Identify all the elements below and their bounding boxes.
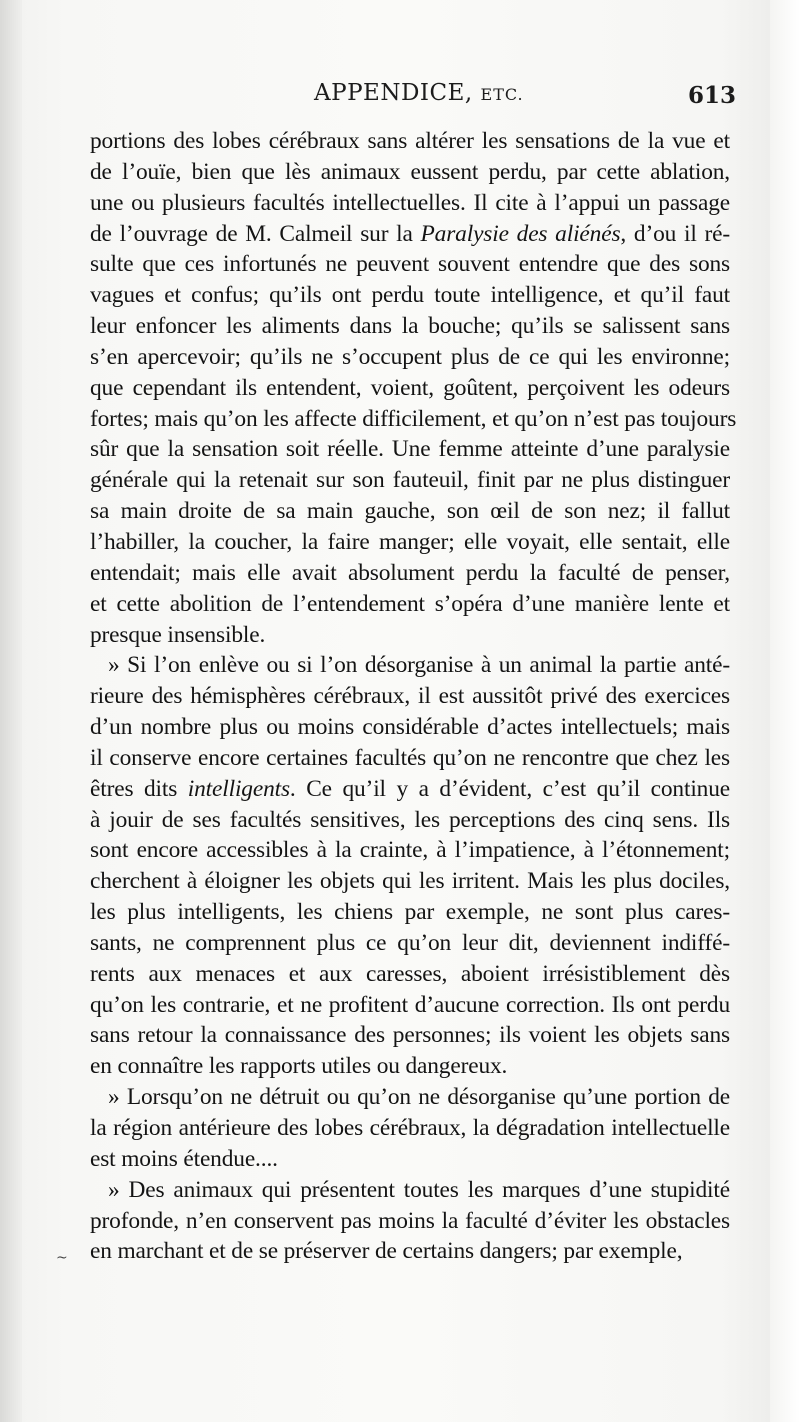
text-line: sûr que la sensation soit réelle. Une femme atteinte d’une paralysie: [90, 436, 730, 463]
text-line: il conserve encore certaines facultés qu’on ne rencontre que chez les: [90, 744, 730, 771]
text-line: en marchant et de se préserver de certains dangers; par exemple,: [90, 1238, 683, 1265]
text-line: sulte que ces infortunés ne peuvent souvent entendre que des sons: [90, 251, 730, 278]
text-segment: de l’ouvrage de M. Calmeil sur la: [90, 220, 421, 247]
text-line: les plus intelligents, les chiens par exemple, ne sont plus cares-: [90, 899, 730, 926]
text-line: est moins étendue....: [90, 1145, 278, 1172]
text-line: [90, 774, 730, 805]
running-title-etc: ETC.: [480, 85, 524, 104]
page-number: 613: [687, 82, 736, 109]
italic-title: intelligents: [187, 775, 290, 802]
text-line: vagues et confus; qu’ils ont perdu toute intelligence, et qu’il faut: [90, 282, 730, 309]
text-line: sont encore accessibles à la crainte, à l’impatience, à l’étonnement;: [90, 837, 730, 864]
text-line: fortes; mais qu’on les affecte difficilement, et qu’on n’est pas toujours: [90, 405, 737, 432]
text-line: leur enfoncer les aliments dans la bouche; qu’ils se salissent sans: [90, 313, 730, 340]
text-line: presque insensible.: [90, 621, 266, 648]
running-header: [92, 80, 740, 114]
running-title-separator: ,: [464, 80, 481, 106]
text-line: rieure des hémisphères cérébraux, il est aussitôt privé des exercices: [90, 683, 730, 710]
text-line: profonde, n’en conservent pas moins la faculté d’éviter les obstacles: [90, 1207, 730, 1234]
text-line: et cette abolition de l’entendement s’opéra d’une manière lente et: [90, 590, 730, 617]
text-line: en connaître les rapports utiles ou dangereux.: [90, 1053, 508, 1080]
text-line: portions des lobes cérébraux sans altérer les sensations de la vue et: [90, 128, 730, 154]
text-line: [90, 219, 730, 250]
text-segment: êtres dits: [90, 775, 188, 802]
text-line: » Des animaux qui présentent toutes les marques d’une stupidité: [108, 1176, 730, 1203]
text-segment: . Ce qu’il y a d’évident, c’est qu’il continue: [289, 775, 730, 802]
text-line: rents aux menaces et aux caresses, aboient irrésistiblement dès: [90, 960, 730, 987]
scan-shadow-left: [0, 0, 22, 1422]
text-line: à jouir de ses facultés sensitives, les perceptions des cinq sens. Ils: [90, 806, 730, 833]
text-line: » Si l’on enlève ou si l’on désorganise à un animal la partie anté-: [108, 652, 730, 679]
text-line: sants, ne comprennent plus ce qu’on leur dit, deviennent indiffé-: [90, 929, 730, 956]
text-line: » Lorsqu’on ne détruit ou qu’on ne désorganise qu’une portion de: [108, 1084, 730, 1111]
text-line: que cependant ils entendent, voient, goûtent, perçoivent les odeurs: [90, 374, 730, 401]
text-line: la région antérieure des lobes cérébraux, la dégradation intellectuelle: [90, 1115, 730, 1141]
text-line: l’habiller, la coucher, la faire manger; elle voyait, elle sentait, elle: [90, 528, 730, 555]
text-line: sa main droite de sa main gauche, son œil de son nez; il fallut: [90, 498, 730, 525]
scan-edge-right: [770, 0, 800, 1422]
running-title-main: APPENDICE: [314, 80, 465, 106]
text-line: de l’ouïe, bien que lès animaux eussent perdu, par cette ablation,: [90, 158, 730, 185]
text-line: sans retour la connaissance des personnes; ils voient les objets sans: [90, 1022, 730, 1049]
text-line: générale qui la retenait sur son fauteuil, finit par ne plus distinguer: [90, 467, 730, 494]
text-line: cherchent à éloigner les objets qui les irritent. Mais les plus dociles,: [90, 868, 730, 895]
margin-mark: ~: [56, 1250, 68, 1266]
body-text: [90, 126, 737, 1267]
text-segment: , d’ou il ré-: [620, 220, 730, 247]
text-line: une ou plusieurs facultés intellectuelles. Il cite à l’appui un passage: [90, 189, 730, 216]
italic-title: Paralysie des aliénés: [420, 220, 621, 247]
text-line: s’en apercevoir; qu’ils ne s’occupent plus de ce qui les environne;: [90, 343, 730, 370]
text-line: entendait; mais elle avait absolument perdu la faculté de penser,: [90, 559, 730, 586]
text-line: d’un nombre plus ou moins considérable d’actes intellectuels; mais: [90, 714, 730, 741]
text-line: qu’on les contrarie, et ne profitent d’aucune correction. Ils ont perdu: [90, 991, 730, 1018]
running-title: [314, 80, 524, 106]
